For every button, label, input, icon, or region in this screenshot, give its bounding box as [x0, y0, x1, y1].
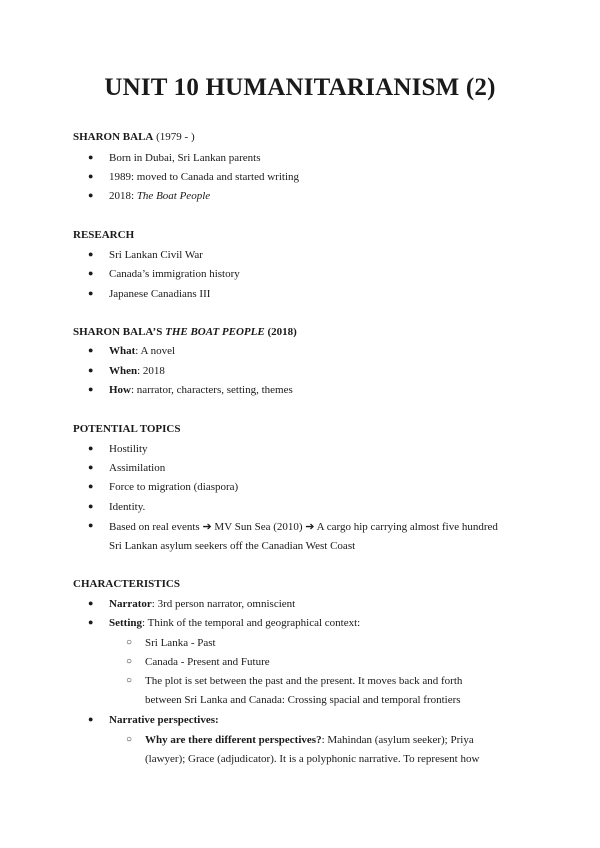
- section-heading-boat-people: SHARON BALA’S THE BOAT PEOPLE (2018): [73, 326, 297, 338]
- list-item-continuation: Sri Lankan asylum seekers off the Canadian West Coast: [109, 540, 356, 552]
- document-page: UNIT 10 HUMANITARIANISM (2) SHARON BALA (1979 - ) ● Born in Dubai, Sri Lankan parents ● 1989: moved to Canada and started writing ● 2018: The Boat People RESEARCH ● Sri Lankan Civil War ● Canada’s immigration history ● Japanese Canadians III SHARON BALA’S THE BOAT PEOPLE (2018) ● What: A novel ● When: 2018 ● How: narrator, characters, setting, themes POTENTIAL TOPICS ● Hostility ● Assimilation ● Force to migration (diaspora) ● Identity. ● Based on real events ➔ MV Sun Sea (2010) ➔ A cargo hip carrying almost five hundred Sri Lankan asylum seekers off the Canadian West Coast CHARACTERISTICS ● Narrator: 3rd person narrator, omniscient ● Setting: Think of the temporal and geographical context: ○ Sri Lanka - Past ○ Canada - Present and Future ○ The plot is set between the past and the present. It moves back and forth between Sri Lanka and Canada: Crossing spacial and temporal frontiers ● Narrative perspectives: ○ Why are there different perspectives?: Mahindan (asylum seeker); Priya (lawyer); Grace (adjudicator). It is a polyphonic narrative. To represent how: [0, 0, 600, 848]
- bullet-icon: ●: [88, 462, 94, 472]
- section-heading-sharon-bala: SHARON BALA (1979 - ): [73, 131, 195, 143]
- section-heading-potential-topics: POTENTIAL TOPICS: [73, 423, 181, 435]
- bullet-icon: ●: [88, 152, 94, 162]
- circle-bullet-icon: ○: [126, 734, 133, 745]
- circle-bullet-icon: ○: [126, 637, 133, 648]
- section-heading-characteristics: CHARACTERISTICS: [73, 578, 180, 590]
- bullet-icon: ●: [88, 617, 94, 627]
- bullet-icon: ●: [88, 249, 94, 259]
- bullet-icon: ●: [88, 481, 94, 491]
- sub-list-item-continuation: between Sri Lanka and Canada: Crossing spacial and temporal frontiers: [145, 694, 461, 706]
- bullet-icon: ●: [88, 443, 94, 453]
- circle-bullet-icon: ○: [126, 675, 133, 686]
- bullet-icon: ●: [88, 365, 94, 375]
- bullet-icon: ●: [88, 384, 94, 394]
- bullet-icon: ●: [88, 345, 94, 355]
- bullet-icon: ●: [88, 171, 94, 181]
- bullet-icon: ●: [88, 714, 94, 724]
- circle-bullet-icon: ○: [126, 656, 133, 667]
- bullet-icon: ●: [88, 501, 94, 511]
- page-title: UNIT 10 HUMANITARIANISM (2): [104, 74, 496, 101]
- section-heading-research: RESEARCH: [73, 229, 135, 241]
- sub-list-item-continuation: (lawyer); Grace (adjudicator). It is a polyphonic narrative. To represent how: [145, 753, 480, 765]
- bullet-icon: ●: [88, 268, 94, 278]
- bullet-icon: ●: [88, 190, 94, 200]
- bullet-icon: ●: [88, 520, 94, 530]
- bullet-icon: ●: [88, 598, 94, 608]
- bullet-icon: ●: [88, 288, 94, 298]
